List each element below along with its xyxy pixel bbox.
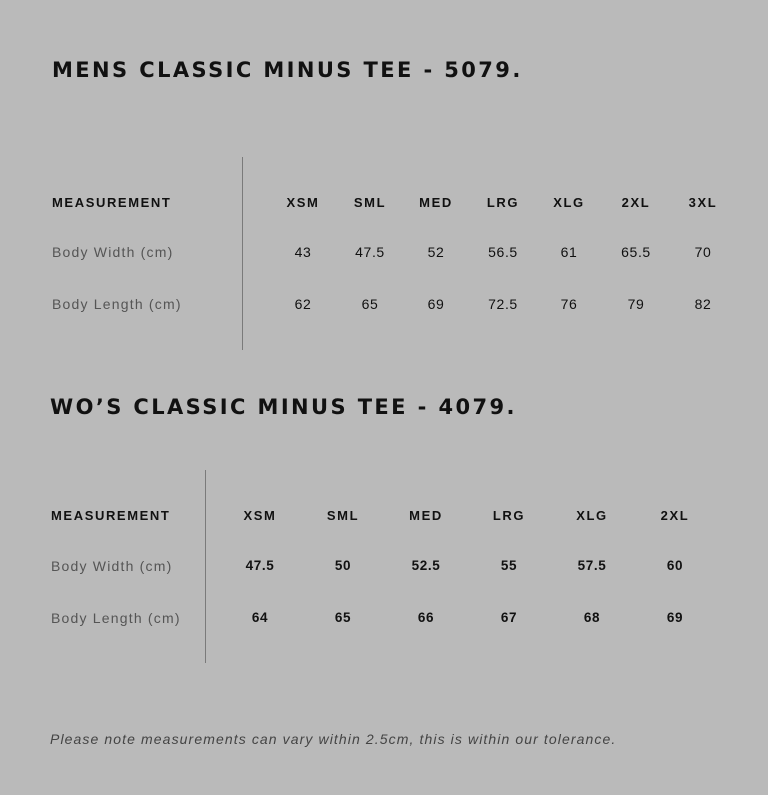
womens-size-header: 2XL <box>660 508 690 523</box>
womens-row-label: Body Width (cm) <box>51 558 173 574</box>
mens-value-cell: 47.5 <box>355 244 385 260</box>
mens-value-cell: 43 <box>294 244 312 260</box>
womens-value-cell: 57.5 <box>577 558 607 573</box>
mens-value-cell: 56.5 <box>488 244 518 260</box>
mens-table-title: MENS CLASSIC MINUS TEE - 5079. <box>52 58 523 82</box>
womens-row-label: Body Length (cm) <box>51 610 181 626</box>
mens-value-cell: 76 <box>560 296 578 312</box>
mens-value-cell: 62 <box>294 296 312 312</box>
mens-size-header: 2XL <box>621 195 651 210</box>
mens-header-measurement: MEASUREMENT <box>52 195 172 210</box>
mens-row-label: Body Length (cm) <box>52 296 182 312</box>
womens-size-header: LRG <box>492 508 526 523</box>
mens-value-cell: 52 <box>427 244 445 260</box>
mens-size-header: LRG <box>486 195 520 210</box>
womens-size-header: XLG <box>576 508 608 523</box>
womens-value-cell: 67 <box>500 610 518 625</box>
tolerance-note: Please note measurements can vary within 2.5cm, this is within our tolerance. <box>50 731 617 747</box>
mens-size-header: MED <box>419 195 453 210</box>
mens-value-cell: 69 <box>427 296 445 312</box>
womens-value-cell: 60 <box>666 558 684 573</box>
womens-value-cell: 50 <box>334 558 352 573</box>
mens-value-cell: 61 <box>560 244 578 260</box>
mens-value-cell: 79 <box>627 296 645 312</box>
mens-value-cell: 72.5 <box>488 296 518 312</box>
mens-size-header: 3XL <box>688 195 718 210</box>
mens-table-divider <box>242 157 243 350</box>
womens-size-header: MED <box>409 508 443 523</box>
womens-value-cell: 52.5 <box>411 558 441 573</box>
womens-table-divider <box>205 470 206 663</box>
womens-value-cell: 69 <box>666 610 684 625</box>
womens-value-cell: 64 <box>251 610 269 625</box>
womens-value-cell: 47.5 <box>245 558 275 573</box>
mens-size-header: XLG <box>553 195 585 210</box>
mens-value-cell: 65.5 <box>621 244 651 260</box>
mens-value-cell: 65 <box>361 296 379 312</box>
mens-value-cell: 70 <box>694 244 712 260</box>
womens-value-cell: 66 <box>417 610 435 625</box>
mens-value-cell: 82 <box>694 296 712 312</box>
mens-size-header: XSM <box>286 195 320 210</box>
mens-row-label: Body Width (cm) <box>52 244 174 260</box>
womens-size-header: XSM <box>243 508 277 523</box>
womens-value-cell: 55 <box>500 558 518 573</box>
womens-value-cell: 68 <box>583 610 601 625</box>
womens-value-cell: 65 <box>334 610 352 625</box>
mens-size-header: SML <box>353 195 387 210</box>
womens-size-header: SML <box>326 508 360 523</box>
womens-header-measurement: MEASUREMENT <box>51 508 171 523</box>
womens-table-title: WO’S CLASSIC MINUS TEE - 4079. <box>50 395 517 419</box>
